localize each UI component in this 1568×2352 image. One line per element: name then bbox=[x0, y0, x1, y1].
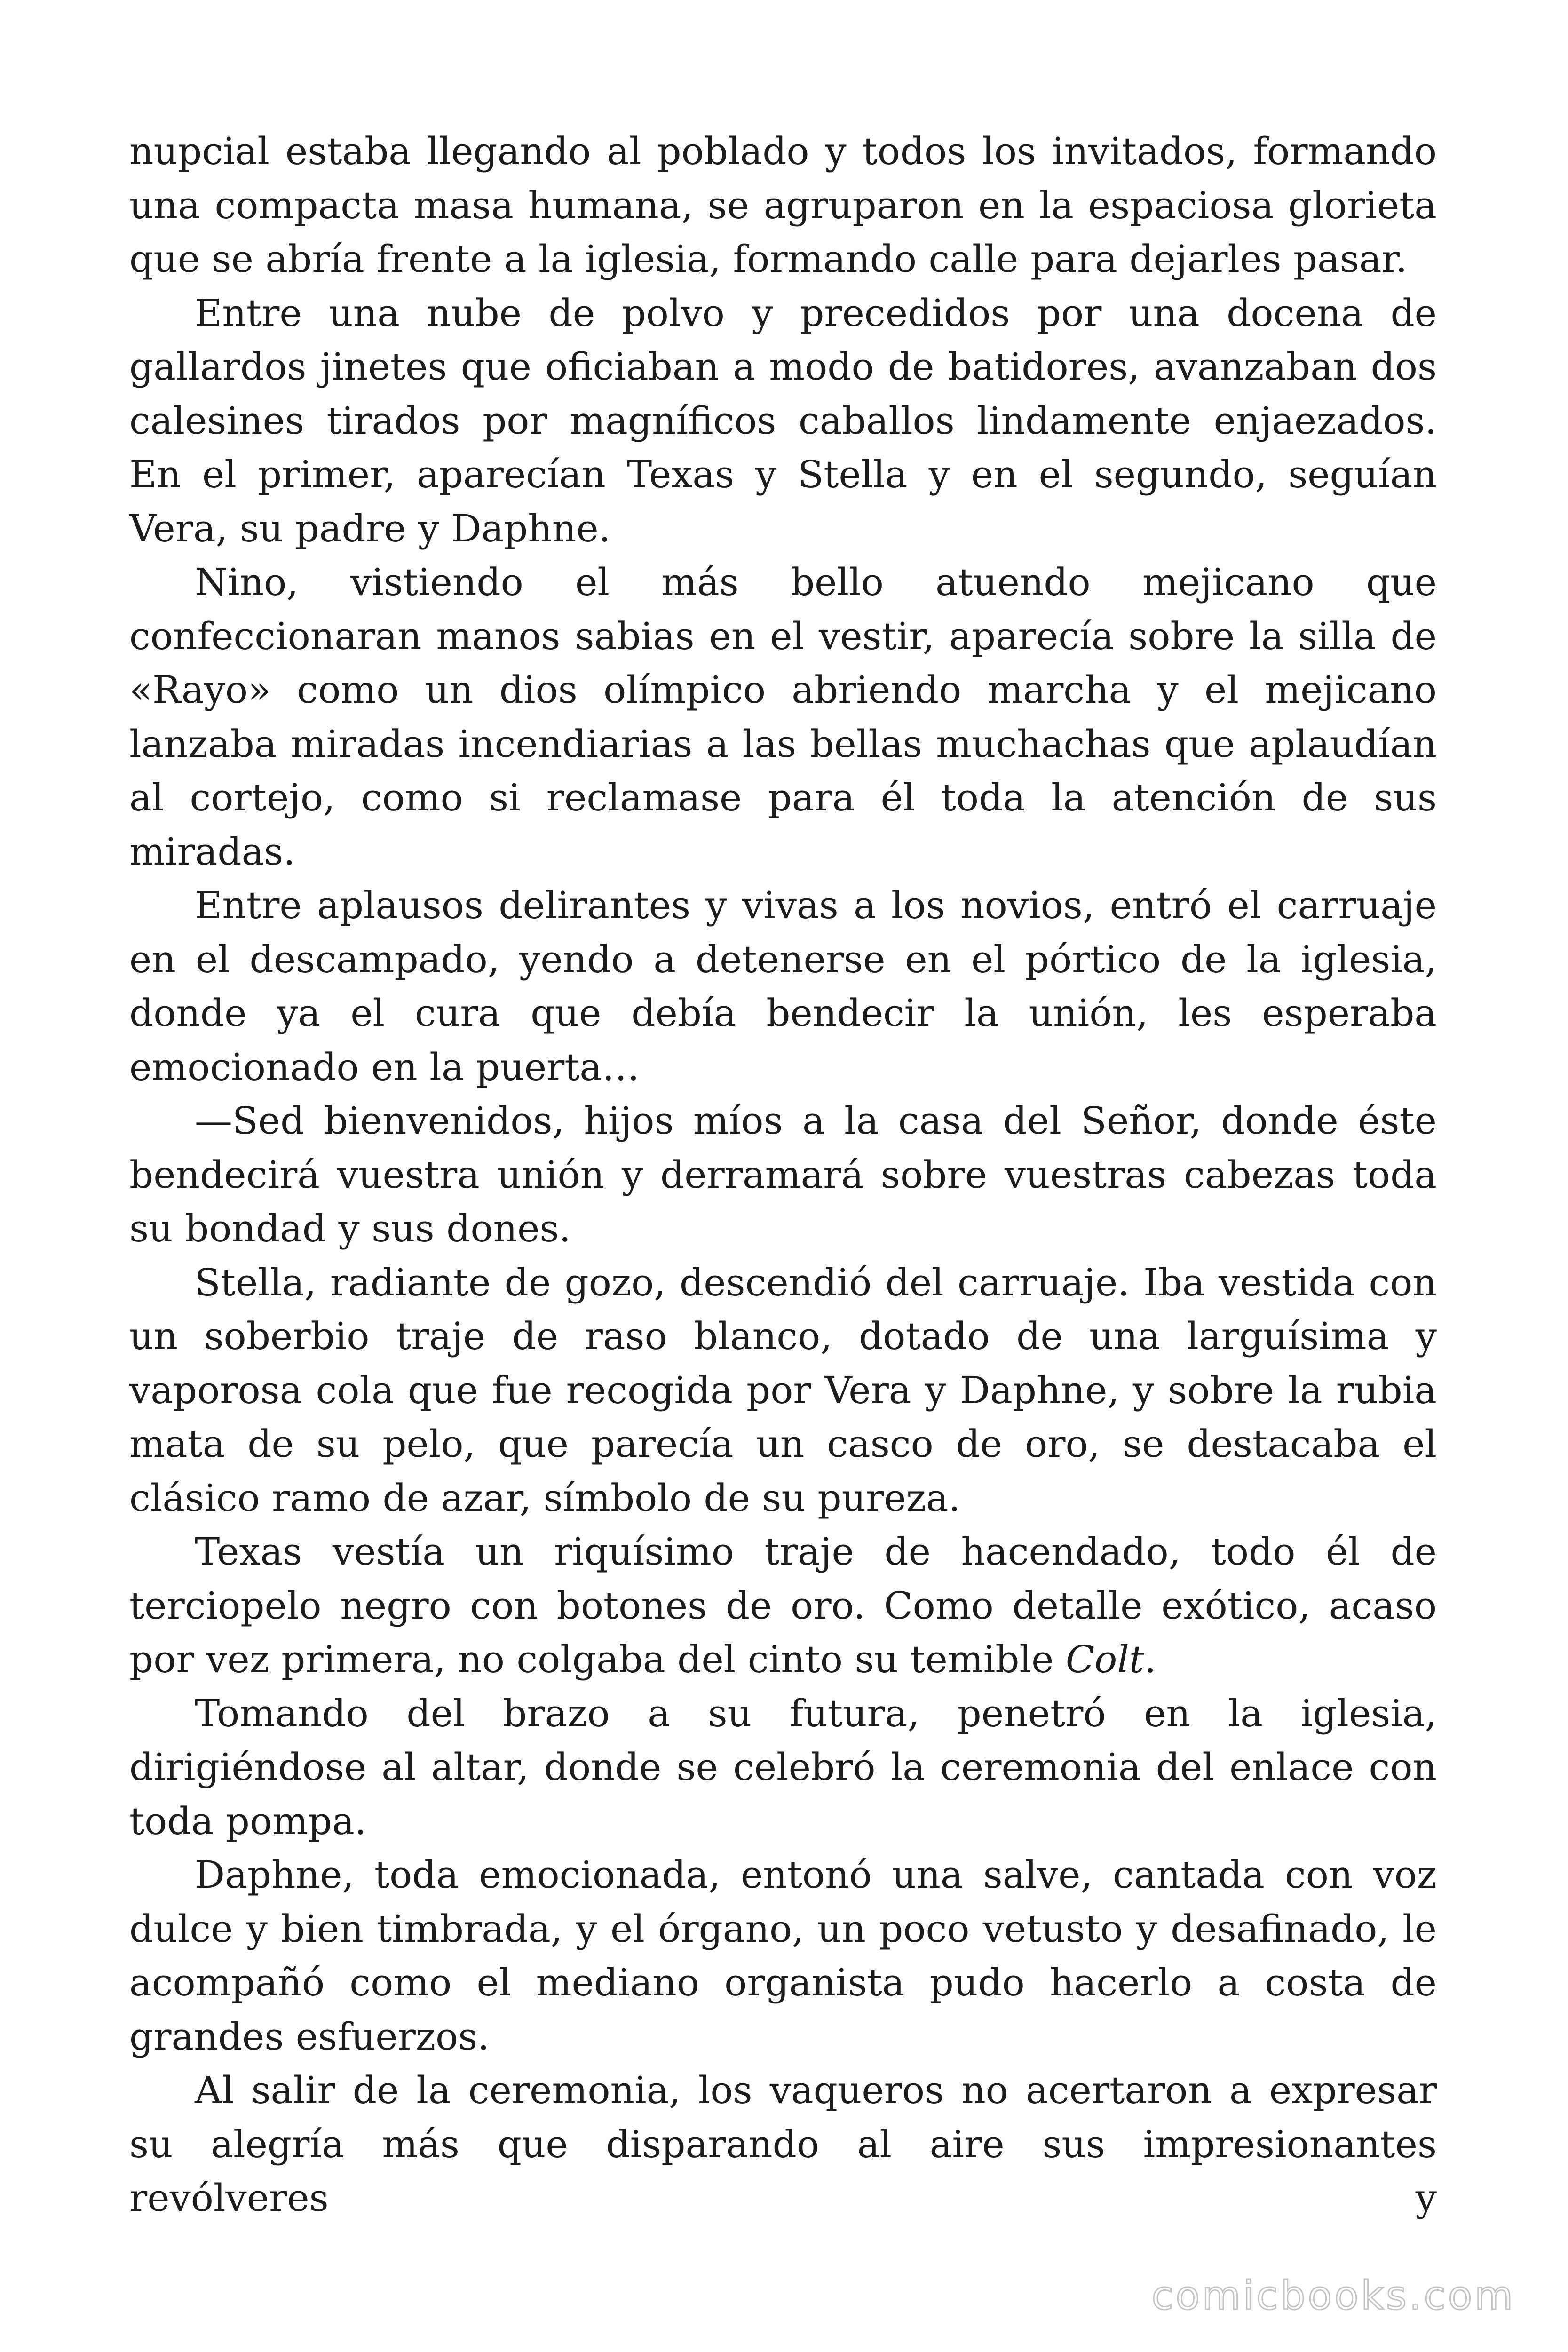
paragraph bbox=[129, 1525, 1437, 1687]
paragraph: Entre aplausos delirantes y vivas a los novios, entró el carruaje en el descampado, yendo a detenerse en el pórtico de la iglesia, donde ya el cura que debía bendecir la unión, les esperaba emocionado en la puerta… bbox=[129, 883, 1437, 1089]
paragraph: Entre una nube de polvo y precedidos por una docena de gallardos jinetes que oficiaban a modo de batidores, avanzaban dos calesines tirados por magníficos caballos lindamente enjaezados. En el primer, aparecían Texas y Stella y en el segundo, seguían Vera, su padre y Daphne. bbox=[129, 291, 1437, 550]
watermark: comicbooks.com bbox=[1151, 2273, 1515, 2319]
paragraph: Al salir de la ceremonia, los vaqueros no acertaron a expresar su alegría más que disparando al aire sus impresionantes revólveres y bbox=[129, 2068, 1437, 2220]
book-page-text bbox=[129, 125, 1437, 2225]
paragraph-text: Texas vestía un riquísimo traje de hacendado, todo él de terciopelo negro con botones de oro. Como detalle exótico, acaso por vez primera, no colgaba del cinto su temible bbox=[129, 1530, 1437, 1681]
paragraph: Daphne, toda emocionada, entonó una salve, cantada con voz dulce y bien timbrada, y el órgano, un poco vetusto y desafinado, le acompañó como el mediano organista pudo hacerlo a costa de grandes esfuerzos. bbox=[129, 1853, 1437, 2058]
paragraph: —Sed bienvenidos, hijos míos a la casa del Señor, donde éste bendecirá vuestra unión y derramará sobre vuestras cabezas toda su bondad y sus dones. bbox=[129, 1099, 1437, 1250]
paragraph: Stella, radiante de gozo, descendió del carruaje. Iba vestida con un soberbio traje de raso blanco, dotado de una larguísima y vaporosa cola que fue recogida por Vera y Daphne, y sobre la rubia mata de su pelo, que parecía un casco de oro, se destacaba el clásico ramo de azar, símbolo de su pureza. bbox=[129, 1260, 1437, 1520]
paragraph: Nino, vistiendo el más bello atuendo mejicano que confeccionaran manos sabias en el vestir, aparecía sobre la silla de «Rayo» como un dios olímpico abriendo marcha y el mejicano lanzaba miradas incendiarias a las bellas muchachas que aplaudían al cortejo, como si reclamase para él toda la atención de sus miradas. bbox=[129, 560, 1437, 874]
paragraph: Tomando del brazo a su futura, penetró en la iglesia, dirigiéndose al altar, donde se celebró la ceremonia del enlace con toda pompa. bbox=[129, 1691, 1437, 1843]
emphasis-colt: Colt bbox=[1065, 1637, 1144, 1681]
paragraph: nupcial estaba llegando al poblado y todos los invitados, formando una compacta masa humana, se agruparon en la espaciosa glorieta que se abría frente a la iglesia, formando calle para dejarles pasar. bbox=[129, 129, 1437, 281]
paragraph-tail: . bbox=[1144, 1637, 1156, 1681]
